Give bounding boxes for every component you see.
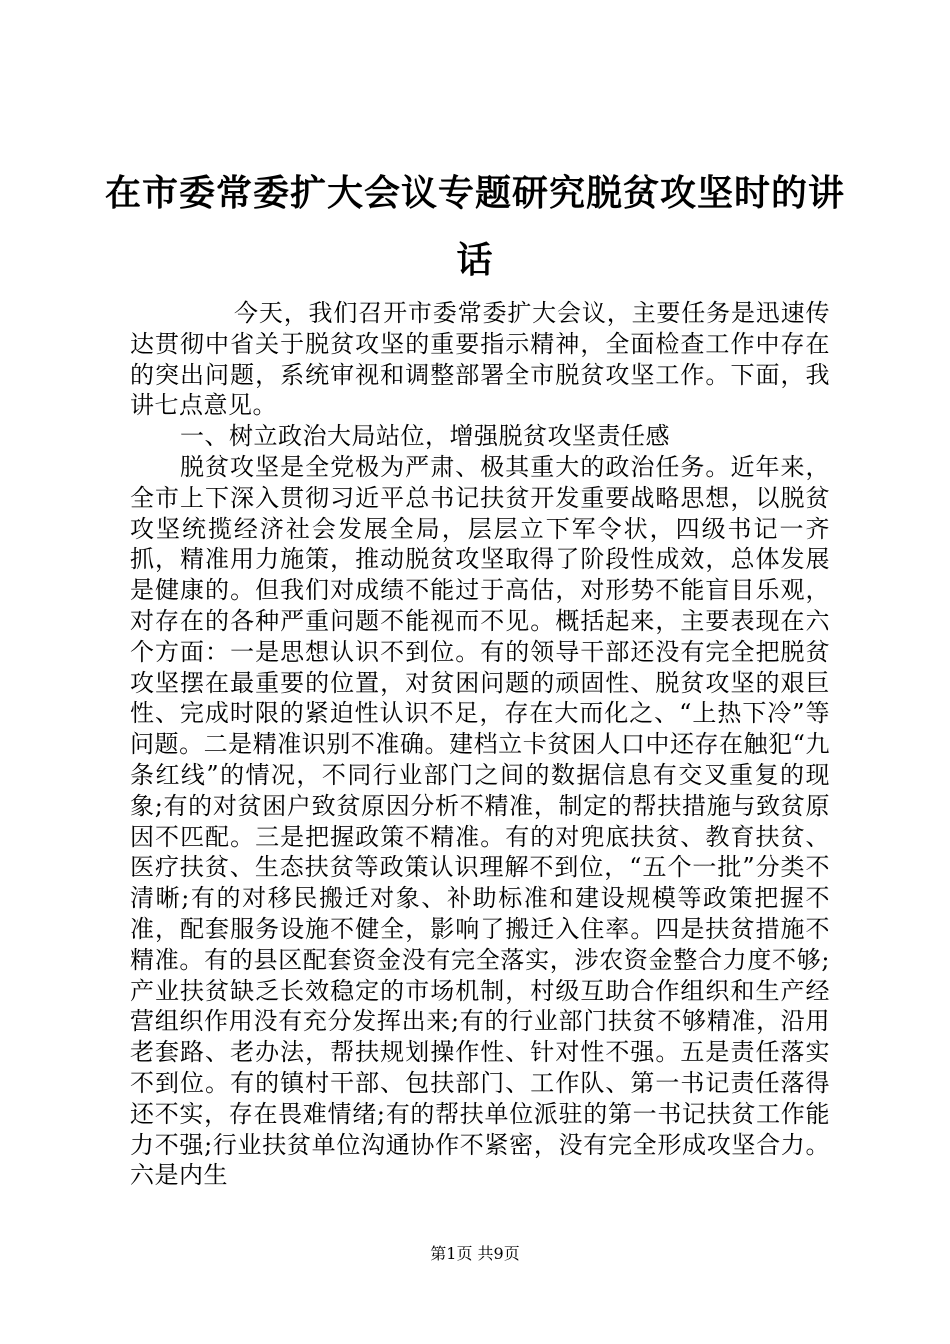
- page-footer: 第1页 共9页: [430, 1244, 520, 1263]
- section-heading: 一、树立政治大局站位，增强脱贫攻坚责任感: [180, 422, 670, 451]
- intro-paragraph: 今天，我们召开市委常委扩大会议，主要任务是迅速传达贯彻中省关于脱贫攻坚的重要指示精神，全面检查工作中存在的突出问题，系统审视和调整部署全市脱贫攻坚工作。下面，我讲七点意见。: [130, 299, 830, 420]
- document-title: 在市委常委扩大会议专题研究脱贫攻坚时的讲话: [104, 173, 845, 281]
- document-body: [130, 298, 830, 1191]
- body-paragraph: 脱贫攻坚是全党极为严肃、极其重大的政治任务。近年来，全市上下深入贯彻习近平总书记扶贫开发重要战略思想，以脱贫攻坚统揽经济社会发展全局，层层立下军令状，四级书记一齐抓，精准用力施策，推动脱贫攻坚取得了阶段性成效，总体发展是健康的。但我们对成绩不能过于高估，对形势不能盲目乐观，对存在的各种严重问题不能视而不见。概括起来，主要表现在六个方面：一是思想认识不到位。有的领导干部还没有完全把脱贫攻坚摆在最重要的位置，对贫困问题的顽固性、脱贫攻坚的艰巨性、完成时限的紧迫性认识不足，存在大而化之、“上热下冷”等问题。二是精准识别不准确。建档立卡贫困人口中还存在触犯“九条红线”的情况，不同行业部门之间的数据信息有交叉重复的现象;有的对贫困户致贫原因分析不精准，制定的帮扶措施与致贫原因不匹配。三是把握政策不精准。有的对兜底扶贫、教育扶贫、医疗扶贫、生态扶贫等政策认识理解不到位，“五个一批”分类不清晰;有的对移民搬迁对象、补助标准和建设规模等政策把握不准，配套服务设施不健全，影响了搬迁入住率。四是扶贫措施不精准。有的县区配套资金没有完全落实，涉农资金整合力度不够;产业扶贫缺乏长效稳定的市场机制，村级互助合作组织和生产经营组织作用没有充分发挥出来;有的行业部门扶贫不够精准，沿用老套路、老办法，帮扶规划操作性、针对性不强。五是责任落实不到位。有的镇村干部、包扶部门、工作队、第一书记责任落得还不实，存在畏难情绪;有的帮扶单位派驻的第一书记扶贫工作能力不强;行业扶贫单位沟通协作不紧密，没有完全形成攻坚合力。六是内生: [130, 452, 830, 1190]
